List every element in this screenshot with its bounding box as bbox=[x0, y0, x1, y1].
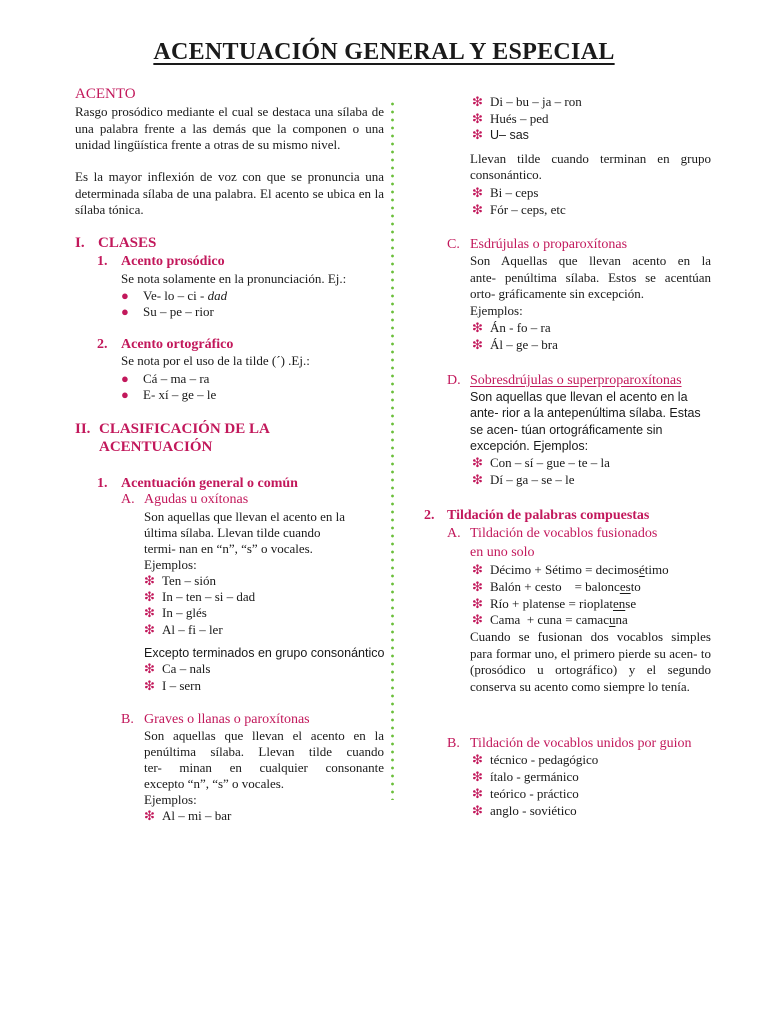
list-item: ❇ Balón + cesto = baloncesto bbox=[472, 579, 641, 594]
sobresdrujulas-text-line: ante- rior a la antepenúltima sílaba. Estas bbox=[470, 406, 701, 420]
asterisk-icon: ❇ bbox=[472, 111, 483, 126]
guion-heading: Tildación de vocablos unidos por guion bbox=[470, 736, 692, 751]
asterisk-icon: ❇ bbox=[472, 562, 483, 577]
list-item: ❇ Al – fi – ler bbox=[144, 622, 223, 637]
list-item: ❇ Cama + cuna = camacuna bbox=[472, 612, 628, 627]
asterisk-icon: ❇ bbox=[144, 622, 155, 637]
agudas-ejemplos-label: Ejemplos: bbox=[144, 557, 197, 572]
list-item: ❇ Dí – ga – se – le bbox=[472, 472, 575, 487]
list-item: ❇ Bi – ceps bbox=[472, 185, 539, 200]
bullet-icon: ● bbox=[121, 387, 129, 402]
asterisk-icon: ❇ bbox=[472, 579, 483, 594]
esdrujulas-text-line: Son Aquellas que llevan acento en la bbox=[470, 253, 711, 268]
asterisk-icon: ❇ bbox=[144, 808, 155, 823]
list-item: ❇ Hués – ped bbox=[472, 111, 549, 126]
graves-text-line: Son aquellas que llevan el acento en la bbox=[144, 728, 384, 743]
list-item: ❇ Di – bu – ja – ron bbox=[472, 94, 582, 109]
asterisk-icon: ❇ bbox=[472, 320, 483, 335]
list-item: ● E- xí – ge – le bbox=[121, 387, 217, 402]
esdrujulas-letter: C. bbox=[447, 237, 460, 252]
graves-text-line: penúltima sílaba. Llevan tilde cuando bbox=[144, 744, 384, 759]
graves-text-line: excepto “n”, “s” o vocales. bbox=[144, 776, 285, 791]
list-item: ❇ Fór – ceps, etc bbox=[472, 202, 566, 217]
asterisk-icon: ❇ bbox=[144, 661, 155, 676]
asterisk-icon: ❇ bbox=[472, 202, 483, 217]
compuestas-heading: Tildación de palabras compuestas bbox=[447, 508, 650, 523]
agudas-heading: Agudas u oxítonas bbox=[144, 492, 249, 507]
list-item: ❇ técnico - pedagógico bbox=[472, 752, 599, 767]
list-item: ❇ Río + platense = rioplatense bbox=[472, 596, 637, 611]
asterisk-icon: ❇ bbox=[472, 786, 483, 801]
list-item: ❇ teórico - práctico bbox=[472, 786, 579, 801]
bullet-icon: ● bbox=[121, 288, 129, 303]
list-item: ❇ Án - fo – ra bbox=[472, 320, 551, 335]
asterisk-icon: ❇ bbox=[144, 605, 155, 620]
sobresdrujulas-letter: D. bbox=[447, 373, 461, 388]
asterisk-icon: ❇ bbox=[144, 589, 155, 604]
esdrujulas-ejemplos-label: Ejemplos: bbox=[470, 303, 523, 318]
compuestas-number: 2. bbox=[424, 508, 435, 523]
list-item: ❇ ítalo - germánico bbox=[472, 769, 579, 784]
asterisk-icon: ❇ bbox=[144, 678, 155, 693]
sobresdrujulas-text-line: Son aquellas que llevan el acento en la bbox=[470, 390, 688, 404]
column-divider bbox=[391, 100, 394, 800]
asterisk-icon: ❇ bbox=[472, 596, 483, 611]
fusionados-letter: A. bbox=[447, 526, 461, 541]
fusionados-paragraph: Cuando se fusionan dos vocablos simples para formar uno, el primero pierde su acen- to (prosódico u ortográfico) y el segundo conserva su acento como siempre lo tenía. bbox=[470, 629, 711, 694]
list-item: ● Ve- lo – ci - dad bbox=[121, 288, 228, 303]
asterisk-icon: ❇ bbox=[472, 94, 483, 109]
clasificacion-heading-line2: ACENTUACIÓN bbox=[99, 439, 213, 455]
asterisk-icon: ❇ bbox=[472, 803, 483, 818]
general-number: 1. bbox=[97, 476, 108, 491]
agudas-text-line: Son aquellas que llevan el acento en la bbox=[144, 509, 346, 524]
graves-ejemplos-label: Ejemplos: bbox=[144, 792, 197, 807]
agudas-letter: A. bbox=[121, 492, 135, 507]
acento-definition-2: Es la mayor inflexión de voz con que se pronuncia una determinada sílaba de una palabra. El acento se ubica en la sílaba tónica. bbox=[75, 169, 384, 217]
agudas-excepto-text: Excepto terminados en grupo consonántico bbox=[144, 646, 385, 660]
list-item: ❇ Ca – nals bbox=[144, 661, 211, 676]
sobresdrujulas-text-line: excepción. Ejemplos: bbox=[470, 439, 589, 453]
asterisk-icon: ❇ bbox=[472, 752, 483, 767]
graves-heading: Graves o llanas o paroxítonas bbox=[144, 712, 310, 727]
guion-letter: B. bbox=[447, 736, 460, 751]
fusionados-heading-line1: Tildación de vocablos fusionados bbox=[470, 526, 658, 541]
agudas-text-line: termi- nan en “n”, “s” o vocales. bbox=[144, 541, 313, 556]
list-item: ❇ anglo - soviético bbox=[472, 803, 577, 818]
ortografico-description: Se nota por el uso de la tilde (´) .Ej.: bbox=[121, 353, 310, 368]
asterisk-icon: ❇ bbox=[472, 455, 483, 470]
page-title: ACENTUACIÓN GENERAL Y ESPECIAL bbox=[153, 39, 615, 65]
prosodico-number: 1. bbox=[97, 254, 108, 269]
graves-letter: B. bbox=[121, 712, 134, 727]
list-item: ❇ I – sern bbox=[144, 678, 201, 693]
esdrujulas-text-line: ante- penúltima sílaba. Estos se acentúan bbox=[470, 270, 711, 285]
asterisk-icon: ❇ bbox=[472, 769, 483, 784]
list-item: ❇ Al – mi – bar bbox=[144, 808, 232, 823]
asterisk-icon: ❇ bbox=[472, 127, 483, 142]
list-item: ❇ Ál – ge – bra bbox=[472, 337, 558, 352]
general-heading: Acentuación general o común bbox=[121, 476, 298, 491]
acento-heading: ACENTO bbox=[75, 86, 136, 102]
ortografico-number: 2. bbox=[97, 337, 108, 352]
list-item: ❇ Décimo + Sétimo = decimosétimo bbox=[472, 562, 669, 577]
clases-heading: CLASES bbox=[98, 235, 157, 251]
list-item: ❇ In – ten – si – dad bbox=[144, 589, 256, 604]
sobresdrujulas-heading: Sobresdrújulas o superproparoxítonas bbox=[470, 373, 682, 388]
list-item: ● Su – pe – rior bbox=[121, 304, 214, 319]
sobresdrujulas-text-line: se acen- túan ortográficamente sin bbox=[470, 423, 663, 437]
bullet-icon: ● bbox=[121, 371, 129, 386]
graves-text-line: ter- minan en cualquier consonante bbox=[144, 760, 384, 775]
prosodico-description: Se nota solamente en la pronunciación. Ej.: bbox=[121, 271, 347, 286]
asterisk-icon: ❇ bbox=[472, 337, 483, 352]
acento-definition-1: Rasgo prosódico mediante el cual se destaca una sílaba de una palabra frente a las demás que la componen o una unidad lingüística frente a otras de su mismo nivel. bbox=[75, 104, 384, 152]
fusionados-heading-line2: en uno solo bbox=[470, 545, 535, 560]
clases-number: I. bbox=[75, 235, 85, 251]
clasificacion-number: II. bbox=[75, 421, 91, 437]
asterisk-icon: ❇ bbox=[472, 472, 483, 487]
list-item: ● Cá – ma – ra bbox=[121, 371, 210, 386]
clasificacion-heading-line1: CLASIFICACIÓN DE LA bbox=[99, 421, 270, 437]
asterisk-icon: ❇ bbox=[144, 573, 155, 588]
list-item: ❇ Con – sí – gue – te – la bbox=[472, 455, 610, 470]
grupo-text-line: consonántico. bbox=[470, 167, 542, 182]
list-item: ❇ In – glés bbox=[144, 605, 207, 620]
ortografico-heading: Acento ortográfico bbox=[121, 337, 234, 352]
list-item: ❇ U– sas bbox=[472, 127, 529, 142]
bullet-icon: ● bbox=[121, 304, 129, 319]
grupo-text-line: Llevan tilde cuando terminan en grupo bbox=[470, 151, 711, 166]
asterisk-icon: ❇ bbox=[472, 612, 483, 627]
prosodico-heading: Acento prosódico bbox=[121, 254, 225, 269]
agudas-text-line: última sílaba. Llevan tilde cuando bbox=[144, 525, 321, 540]
esdrujulas-heading: Esdrújulas o proparoxítonas bbox=[470, 237, 628, 252]
list-item: ❇ Ten – sión bbox=[144, 573, 216, 588]
esdrujulas-text-line: orto- gráficamente sin excepción. bbox=[470, 286, 644, 301]
asterisk-icon: ❇ bbox=[472, 185, 483, 200]
